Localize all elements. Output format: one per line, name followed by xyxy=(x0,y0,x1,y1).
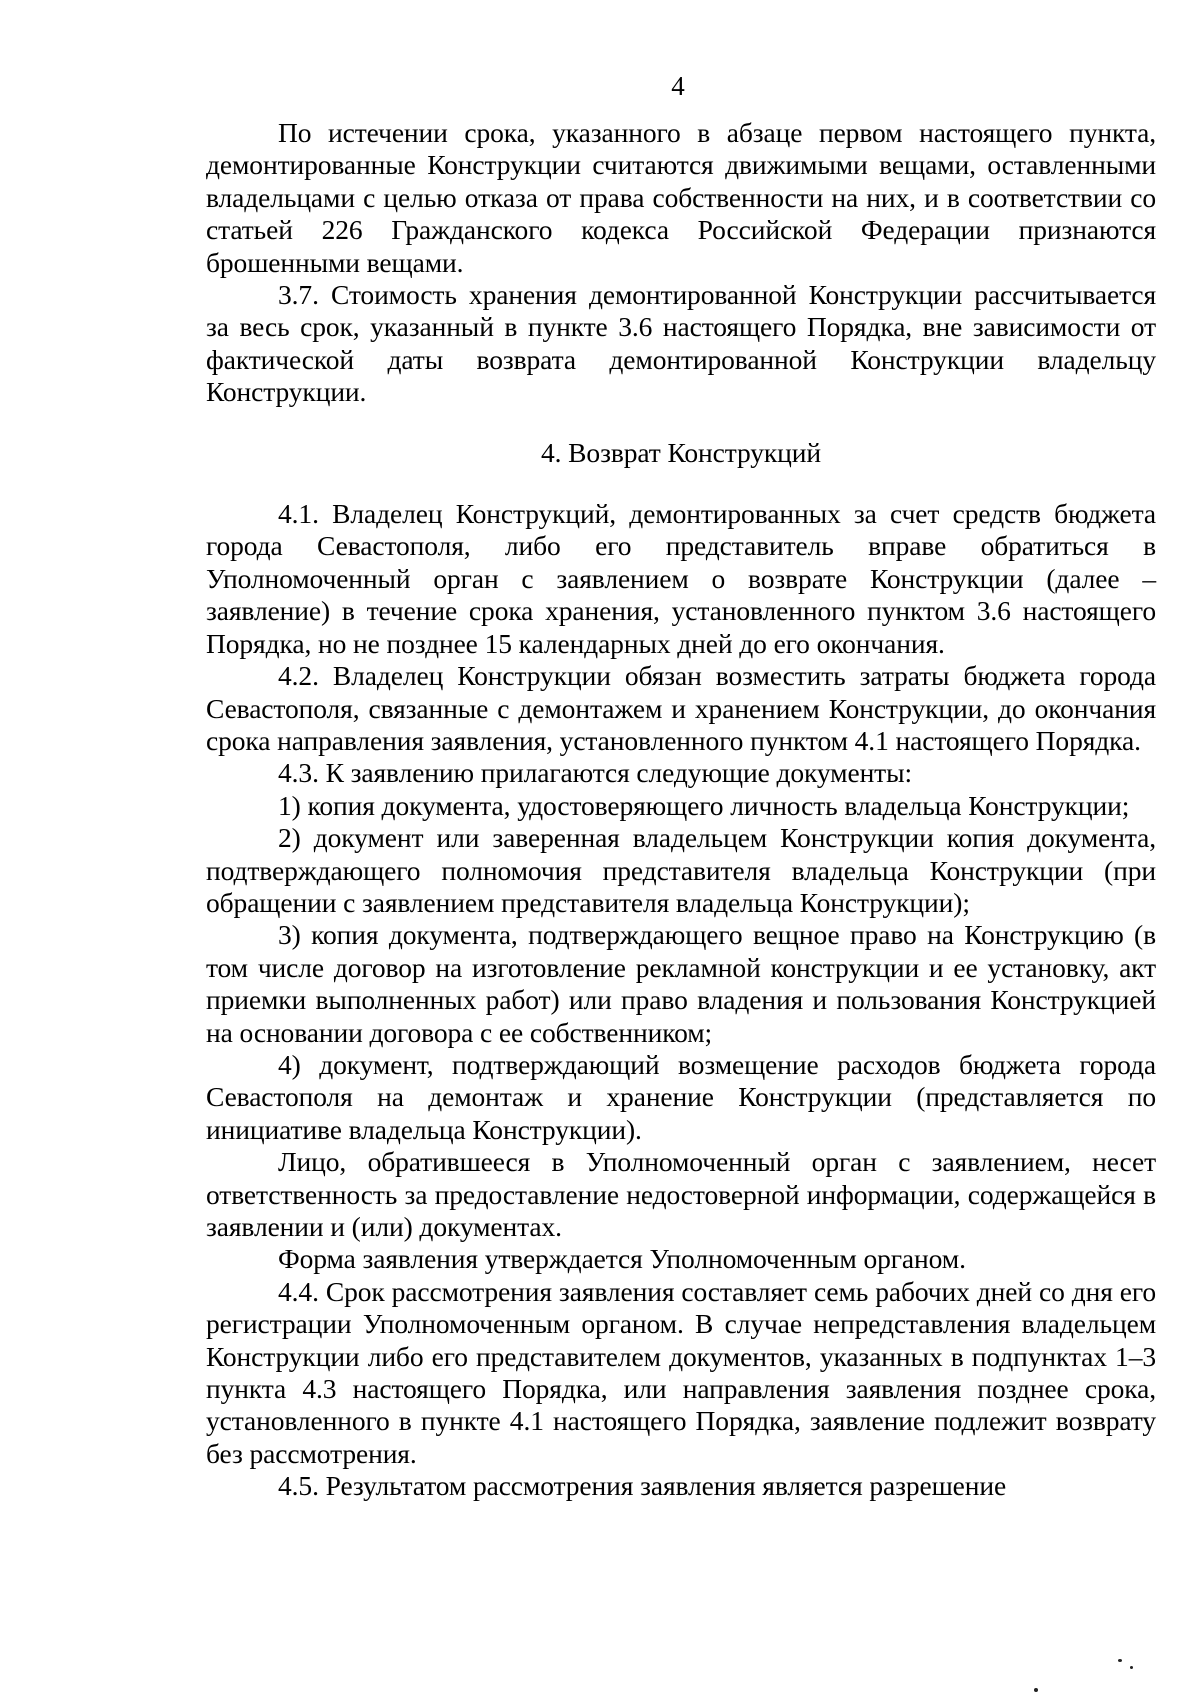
paragraph-4-2: 4.2. Владелец Конструкции обязан возместить затраты бюджета города Севастополя, связанные с демонтажем и хранением Конструкции, до окончания срока направления заявления, установленного пунктом 4.1 настоящего Порядка. xyxy=(206,660,1156,756)
paragraph-3-7: 3.7. Стоимость хранения демонтированной Конструкции рассчитывается за весь срок, указанный в пункте 3.6 настоящего Порядка, вне зависимости от фактической даты возврата демонтированной Конструкции владельцу Конструкции. xyxy=(206,279,1156,408)
scan-speck xyxy=(1118,1659,1122,1662)
paragraph-abandoned-items: По истечении срока, указанного в абзаце первом настоящего пункта, демонтированные Конструкции считаются движимыми вещами, оставленными владельцами с целью отказа от права собственности на них, и в соответствии со статьей 226 Гражданского кодекса Российской Федерации признаются брошенными вещами. xyxy=(206,117,1156,278)
list-item-4: 4) документ, подтверждающий возмещение расходов бюджета города Севастополя на демонтаж и хранение Конструкции (представляется по инициативе владельца Конструкции). xyxy=(206,1048,1156,1145)
paragraph-form: Форма заявления утверждается Уполномоченным органом. xyxy=(278,1243,966,1275)
list-item-1: 1) копия документа, удостоверяющего личность владельца Конструкции; xyxy=(278,789,1130,821)
page-number: 4 xyxy=(671,71,685,101)
paragraph-4-3: 4.3. К заявлению прилагаются следующие документы: xyxy=(278,757,913,789)
list-item-2: 2) документ или заверенная владельцем Конструкции копия документа, подтверждающего полномочия представителя владельца Конструкции (при обращении с заявлением представителя владельца Конструкции); xyxy=(206,822,1156,918)
scan-speck xyxy=(1034,1688,1038,1692)
scan-speck xyxy=(1130,1666,1133,1669)
paragraph-liability: Лицо, обратившееся в Уполномоченный орган с заявлением, несет ответственность за предоставление недостоверной информации, содержащейся в заявлении и (или) документах. xyxy=(206,1146,1156,1242)
list-item-3: 3) копия документа, подтверждающего вещное право на Конструкцию (в том числе договор на изготовление рекламной конструкции и ее установку, акт приемки выполненных работ) или право владения и пользования Конструкцией на основании договора с ее собственником; xyxy=(206,919,1156,1048)
paragraph-4-1: 4.1. Владелец Конструкций, демонтированных за счет средств бюджета города Севастополя, либо его представитель вправе обратиться в Уполномоченный орган с заявлением о возврате Конструкции (далее – заявление) в течение срока хранения, установленного пунктом 3.6 настоящего Порядка, но не позднее 15 календарных дней до его окончания. xyxy=(206,498,1156,659)
paragraph-4-4: 4.4. Срок рассмотрения заявления составляет семь рабочих дней со дня его регистрации Уполномоченным органом. В случае непредставления владельцем Конструкции либо его представителем документов, указанных в подпунктах 1–3 пункта 4.3 настоящего Порядка, или направления заявления позднее срока, установленного в пункте 4.1 настоящего Порядка, заявление подлежит возврату без рассмотрения. xyxy=(206,1275,1156,1469)
section-heading: 4. Возврат Конструкций xyxy=(540,436,822,468)
paragraph-4-5: 4.5. Результатом рассмотрения заявления является разрешение xyxy=(278,1470,1007,1502)
document-body xyxy=(206,117,1156,1503)
